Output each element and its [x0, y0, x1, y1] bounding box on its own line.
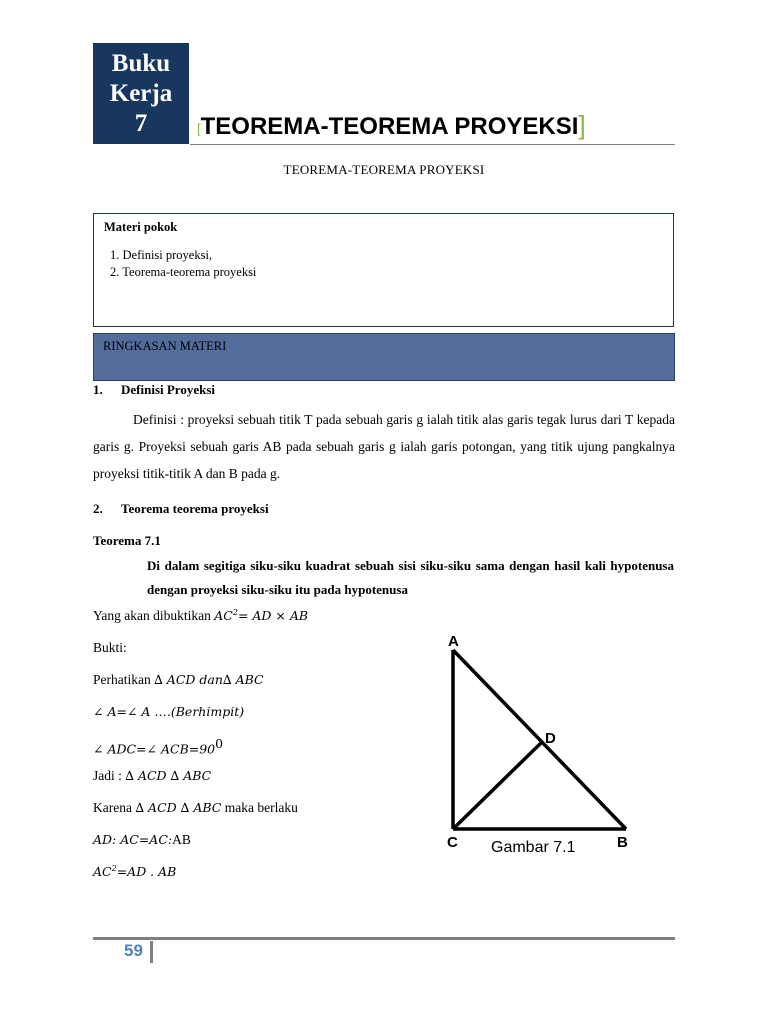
proof-jadi-math: ∆ ACD ∆ ABC: [125, 768, 212, 783]
chapter-badge: [93, 43, 189, 144]
page-number: 59: [124, 941, 143, 960]
badge-line-2: Kerja: [109, 80, 173, 107]
proof-final: [93, 864, 176, 880]
figure-caption: Gambar 7.1: [491, 839, 576, 856]
section-1-number: 1.: [93, 382, 103, 397]
materi-pokok-title: Materi pokok: [104, 220, 178, 234]
proof-karena: [93, 800, 298, 816]
vertex-label-d: D: [545, 730, 556, 747]
theorem-label: Teorema 7.1: [93, 533, 161, 548]
proof-final-ac: $AC^2$: [93, 864, 117, 880]
proof-angle-sup: 0: [215, 736, 224, 751]
ringkasan-materi-label: RINGKASAN MATERI: [103, 339, 227, 353]
vertex-label-b: B: [617, 834, 628, 851]
definition-text: Definisi : proyeksi sebuah titik T pada sebuah garis g ialah titik alas garis tegak lurus dari T kepada garis g. Proyeksi sebuah garis AB pada sebuah garis g ialah garis potongan, yang titik ujung pangkalnya proyeksi titik-titik A dan B pada g.: [93, 412, 675, 481]
proof-karena-text: Karena: [93, 800, 132, 815]
section-2-number: 2.: [93, 501, 103, 516]
proof-karena-tail: maka berlaku: [224, 800, 298, 815]
materi-item: 1. Definisi proyeksi,: [110, 248, 213, 262]
segment-cd: [453, 742, 542, 829]
header-title: [197, 110, 586, 141]
triangle-figure: [440, 630, 640, 860]
section-2-title: Teorema teorema proyeksi: [121, 501, 269, 516]
header-open-bracket: [: [197, 121, 201, 136]
page-number-bar: [150, 941, 153, 963]
proof-perhatikan: [93, 672, 264, 688]
proof-intro-ac: $AC^2$: [214, 608, 238, 624]
footer-rule: [93, 937, 675, 940]
vertex-label-a: A: [448, 633, 459, 650]
badge-line-3: 7: [134, 110, 148, 137]
header-close-bracket: ]: [578, 110, 586, 140]
proof-ratio: [93, 832, 191, 848]
proof-angle-adc: [93, 736, 223, 758]
proof-angle-a: [93, 704, 244, 720]
header-title-text: TEOREMA-TEOREMA PROYEKSI: [200, 113, 579, 140]
proof-jadi-text: Jadi :: [93, 768, 122, 783]
proof-intro-math: = AD × AB: [237, 608, 309, 624]
proof-jadi: [93, 768, 211, 784]
proof-ratio-math: AD: AC=AC:: [93, 832, 173, 847]
header-rule: [190, 144, 675, 145]
proof-perhatikan-text: Perhatikan: [93, 672, 151, 687]
proof-angle-a-math: ∠ A=∠ A ….(Berhimpit): [93, 704, 245, 719]
proof-ratio-tail: AB: [172, 832, 191, 847]
proof-intro-text: Yang akan dibuktikan: [93, 608, 211, 624]
materi-item: 2. Teorema-teorema proyeksi: [110, 265, 257, 279]
theorem-statement: Di dalam segitiga siku-siku kuadrat sebuah sisi siku-siku sama dengan hasil kali hypotenusa dengan proyeksi siku-siku itu pada hypotenusa: [147, 558, 674, 597]
definition-paragraph: [93, 406, 675, 487]
section-1-title: Definisi Proyeksi: [121, 382, 216, 397]
page-subtitle: TEOREMA-TEOREMA PROYEKSI: [283, 162, 485, 177]
proof-final-math: =AD . AB: [116, 864, 177, 880]
proof-intro: [93, 608, 308, 624]
badge-line-1: Buku: [111, 50, 171, 77]
proof-bukti: Bukti:: [93, 640, 127, 655]
proof-angle-adc-math: ∠ ADC=∠ ACB=90: [93, 741, 216, 757]
vertex-label-c: C: [447, 834, 458, 851]
proof-perhatikan-math: ∆ ACD dan∆ ABC: [154, 672, 264, 687]
proof-karena-math: ∆ ACD ∆ ABC: [135, 800, 222, 815]
